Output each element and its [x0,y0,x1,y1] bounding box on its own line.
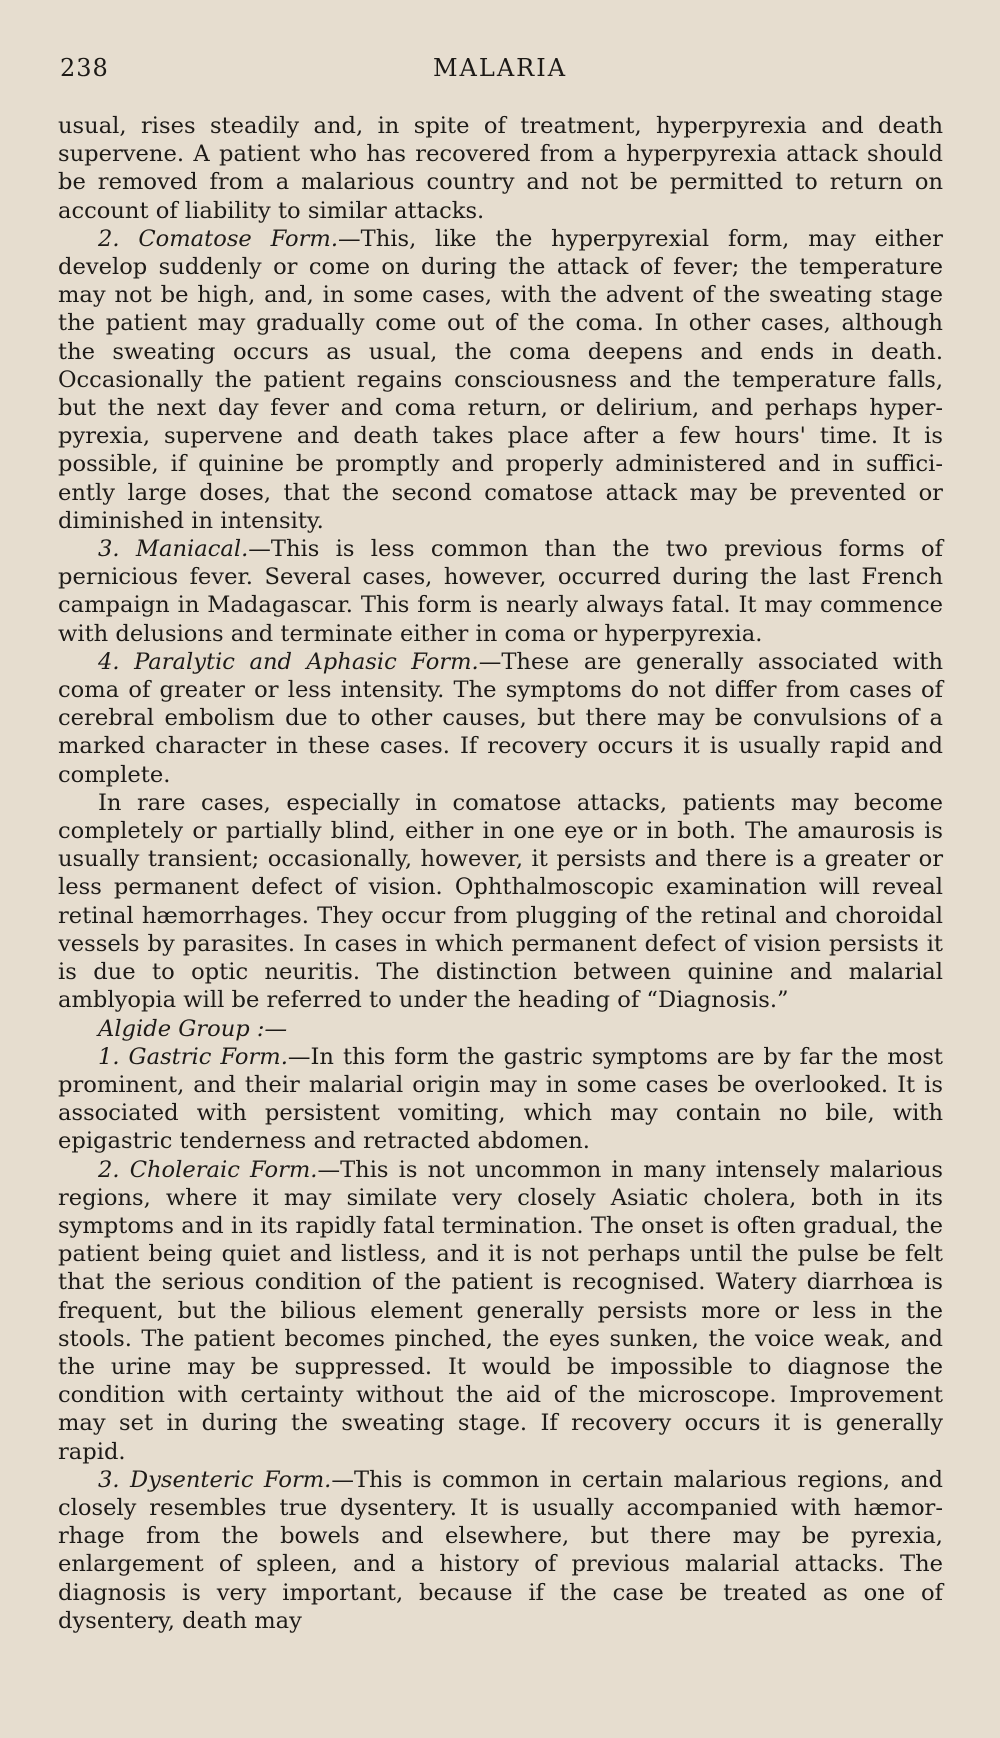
section-label: 2. Comatose Form. [98,225,339,252]
body-text [58,112,943,1635]
group-heading-text: Algide Group :— [98,1015,288,1042]
paragraph-dysenteric-form [58,1466,943,1635]
paragraph-gastric-form [58,1043,943,1156]
section-label: 2. Choleraic Form. [98,1156,318,1183]
paragraph-text: —These are generally associated with coma of greater or less intensity. The symptoms do not differ from cases of cerebral embolism due to other causes, but there may be convulsions of a marked character in these cases. If recovery occurs it is usually rapid and complete. [58,648,944,788]
paragraph-paralytic-aphasic [58,648,943,789]
paragraph-blindness [58,789,943,1015]
group-heading-algide [58,1015,943,1043]
paragraph-text: usual, rises steadily and, in spite of treatment, hyperpyrexia and death supervene. A patient who has recovered from a hyperpyrexia attack should be removed from a malarious country and not be permitted to return on account of liability to similar attacks. [58,113,943,224]
paragraph-maniacal [58,535,943,648]
page-number: 238 [60,54,109,82]
running-title: MALARIA [432,54,568,82]
paragraph-text: In rare cases, especially in comatose attacks, patients may become completely or partially blind, either in one eye or in both. The amaurosis is usually transient; occasionally, however, it persists and there is a greater or less permanent defect of vision. Ophthalmoscopic examination will reveal retinal hæmorrhages. They occur from plugging of the retinal and choroidal vessels by parasites. In cases in which permanent defect of vision persists it is due to optic neuritis. The distinction between quinine and malarial amblyopia will be referred to under the heading of “Diagnosis.” [58,789,943,1014]
section-label: 3. Maniacal. [98,536,249,563]
section-label: 3. Dysenteric Form. [98,1466,332,1493]
paragraph-text: —This is common in certain malarious regions, and closely resembles true dysentery. It is usually accompanied with hæmor-rhage from the bowels and elsewhere, but there may be pyrexia, enlargement of spleen, and a history of previous malarial attacks. The diagnosis is very important, because if the case be treated as one of dysentery, death may [58,1466,943,1634]
page-header [60,54,940,88]
paragraph-text: —In this form the gastric symptoms are by far the most prominent, and their malarial origin may in some cases be overlooked. It is associated with persistent vomiting, which may contain no bile, with epigastric tenderness and retracted abdomen. [58,1043,943,1155]
paragraph-comatose-form [58,225,943,535]
paragraph-choleraic-form [58,1156,943,1466]
paragraph-text: —This, like the hyperpyrexial form, may either develop suddenly or come on during the attack of fever; the temperature may not be high, and, in some cases, with the advent of the sweating stage the patient may gradually come out of the coma. In other cases, although the sweating occurs as usual, the coma deepens and ends in death. Occasionally the patient regains consciousness and the temperature falls, but the next day fever and coma return, or delirium, and perhaps hyper-pyrexia, supervene and death takes place after a few hours' time. It is possible, if quinine be promptly and properly administered and in suffici-ently large doses, that the second comatose attack may be prevented or diminished in intensity. [58,225,943,534]
paragraph-text: —This is not uncommon in many intensely malarious regions, where it may similate very closely Asiatic cholera, both in its symptoms and in its rapidly fatal termination. The onset is often gradual, the patient being quiet and listless, and it is not perhaps until the pulse be felt that the serious condition of the patient is recognised. Watery diarrhœa is frequent, but the bilious element generally persists more or less in the stools. The patient becomes pinched, the eyes sunken, the voice weak, and the urine may be suppressed. It would be impossible to diagnose the condition with certainty without the aid of the microscope. Improvement may set in during the sweating stage. If recovery occurs it is generally rapid. [58,1156,943,1465]
section-label: 1. Gastric Form. [98,1043,288,1070]
paragraph-text: —This is less common than the two previous forms of pernicious fever. Several cases, however, occurred during the last French campaign in Madagascar. This form is nearly always fatal. It may commence with delusions and terminate either in coma or hyperpyrexia. [58,536,943,647]
section-label: 4. Paralytic and Aphasic Form. [98,648,479,675]
paragraph-continuation [58,112,943,225]
